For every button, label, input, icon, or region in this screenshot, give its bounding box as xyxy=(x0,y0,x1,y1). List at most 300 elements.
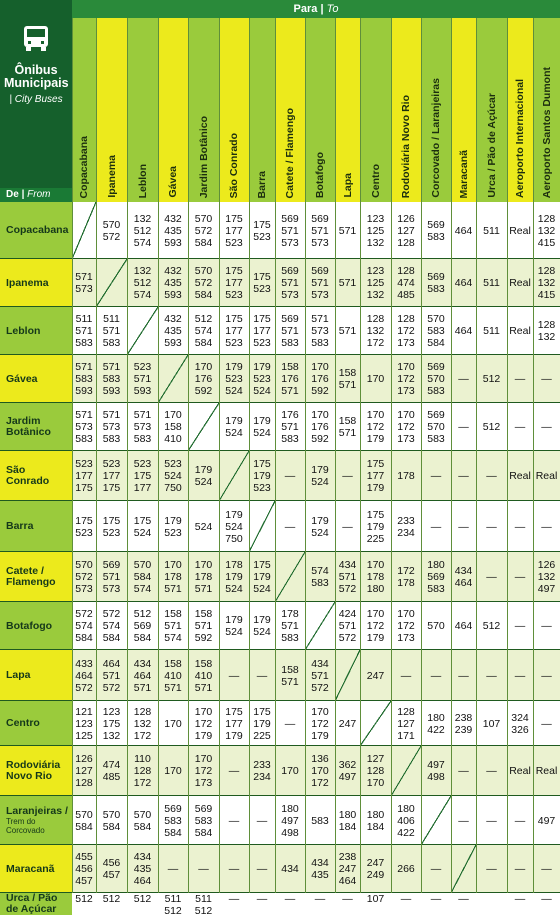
column-divider xyxy=(219,18,220,893)
route-cell: — xyxy=(275,893,305,905)
route-cell: 434 464 571 xyxy=(127,650,158,701)
column-divider xyxy=(72,18,73,893)
route-cell: 434 435 xyxy=(305,845,335,893)
diagonal-cell xyxy=(249,501,275,552)
route-cell: 175 523 xyxy=(96,501,127,552)
route-cell: 324 326 xyxy=(507,701,533,746)
row-header xyxy=(0,307,72,355)
route-cell: 126 127 128 xyxy=(391,202,421,259)
route-cell: 128 132 415 xyxy=(533,202,560,259)
route-cell: 175 523 xyxy=(249,259,275,307)
row-header xyxy=(0,451,72,501)
route-cell: 512 xyxy=(476,602,507,650)
route-cell: 456 457 xyxy=(96,845,127,893)
route-cell: 247 xyxy=(335,701,360,746)
route-cell: 179 524 xyxy=(219,403,249,451)
route-cell: 571 583 593 xyxy=(96,355,127,403)
column-header xyxy=(360,18,391,202)
column-divider xyxy=(305,18,306,893)
diagonal-cell xyxy=(275,552,305,602)
route-cell: 571 573 583 xyxy=(96,403,127,451)
diagonal-cell xyxy=(360,701,391,746)
column-divider xyxy=(507,18,508,893)
route-cell: — xyxy=(249,796,275,845)
diagonal-cell xyxy=(158,355,188,403)
route-cell: 570 584 xyxy=(96,796,127,845)
route-cell: 170 176 592 xyxy=(188,355,219,403)
diagonal-cell xyxy=(219,451,249,501)
route-cell: 569 583 584 xyxy=(188,796,219,845)
route-cell: Real xyxy=(507,202,533,259)
route-cell: — xyxy=(533,403,560,451)
diagonal-cell xyxy=(127,307,158,355)
route-cell: 570 584 xyxy=(72,796,96,845)
route-cell: 570 572 xyxy=(96,202,127,259)
route-cell: — xyxy=(451,796,476,845)
route-cell: — xyxy=(275,451,305,501)
route-cell: 511 xyxy=(476,307,507,355)
route-cell: 170 172 173 xyxy=(188,746,219,796)
route-cell: — xyxy=(507,845,533,893)
route-cell: 170 178 180 xyxy=(360,552,391,602)
route-cell: — xyxy=(507,893,533,905)
route-cell: — xyxy=(421,451,451,501)
route-cell: 175 177 523 xyxy=(219,307,249,355)
route-cell: 511 571 583 xyxy=(72,307,96,355)
row-header xyxy=(0,552,72,602)
route-cell: 175 179 524 xyxy=(249,552,275,602)
route-cell: 170 176 592 xyxy=(305,403,335,451)
table-title: Ônibus Municipais xyxy=(4,63,69,90)
route-cell: Real xyxy=(507,259,533,307)
route-cell: 170 178 571 xyxy=(158,552,188,602)
route-cell: — xyxy=(533,893,560,905)
route-cell: 434 571 572 xyxy=(335,552,360,602)
route-cell: Real xyxy=(507,746,533,796)
route-cell: 158 410 571 xyxy=(188,650,219,701)
diagonal-cell xyxy=(391,746,421,796)
column-header-label: Jardim Botânico xyxy=(197,115,210,198)
route-cell: 179 523 524 xyxy=(249,355,275,403)
column-divider xyxy=(188,18,189,893)
route-cell: 170 xyxy=(275,746,305,796)
column-divider xyxy=(335,18,336,893)
route-cell: 512 xyxy=(96,893,127,905)
column-divider xyxy=(421,18,422,893)
route-cell: — xyxy=(335,893,360,905)
route-cell: 497 498 xyxy=(421,746,451,796)
row-header-label: Maracanã xyxy=(6,862,55,875)
route-cell: 128 127 171 xyxy=(391,701,421,746)
from-label: De | From xyxy=(0,188,72,202)
route-cell: 170 158 410 xyxy=(158,403,188,451)
route-cell: 179 524 xyxy=(249,403,275,451)
route-cell: 175 524 xyxy=(127,501,158,552)
column-header xyxy=(391,18,421,202)
route-cell: 175 179 523 xyxy=(249,451,275,501)
row-header xyxy=(0,845,72,893)
route-cell: 569 571 573 xyxy=(275,202,305,259)
route-cell: 570 xyxy=(421,602,451,650)
route-cell: — xyxy=(507,501,533,552)
route-cell: 179 524 xyxy=(249,602,275,650)
column-header xyxy=(305,18,335,202)
route-cell: — xyxy=(451,451,476,501)
route-cell: 464 xyxy=(451,307,476,355)
to-header-bar: Para | To xyxy=(72,0,560,18)
column-header-label: Barra xyxy=(256,170,268,198)
route-cell: 434 435 464 xyxy=(127,845,158,893)
route-cell: 128 132 172 xyxy=(360,307,391,355)
route-cell: Real xyxy=(533,746,560,796)
route-cell: 123 175 132 xyxy=(96,701,127,746)
route-cell: — xyxy=(533,845,560,893)
column-header-label: Leblon xyxy=(136,163,149,198)
route-cell: — xyxy=(451,501,476,552)
route-cell: 569 571 573 xyxy=(275,259,305,307)
route-cell: 574 583 xyxy=(305,552,335,602)
route-cell: 179 524 xyxy=(305,501,335,552)
column-divider xyxy=(360,18,361,893)
route-cell: — xyxy=(421,893,451,905)
route-cell: 512 569 584 xyxy=(127,602,158,650)
route-cell: 158 176 571 xyxy=(275,355,305,403)
route-cell: — xyxy=(421,501,451,552)
corner-panel xyxy=(0,0,72,202)
route-cell: 158 571 xyxy=(275,650,305,701)
route-cell: 523 177 175 xyxy=(96,451,127,501)
table-subtitle: | City Buses xyxy=(9,94,63,105)
route-cell: 178 xyxy=(391,451,421,501)
route-cell: 362 497 xyxy=(335,746,360,796)
route-cell: 569 583 xyxy=(421,202,451,259)
route-cell: 511 512 xyxy=(158,893,188,917)
route-cell: 432 435 593 xyxy=(158,202,188,259)
row-header-label: Catete / Flamengo xyxy=(6,565,56,588)
column-header-label: São Conrado xyxy=(228,132,240,198)
route-cell: 179 524 xyxy=(188,451,219,501)
route-cell: 175 177 523 xyxy=(219,202,249,259)
route-cell: 455 456 457 xyxy=(72,845,96,893)
route-cell: 571 573 583 xyxy=(127,403,158,451)
route-cell: — xyxy=(533,355,560,403)
row-header xyxy=(0,403,72,451)
column-header xyxy=(451,18,476,202)
bus-icon xyxy=(22,24,50,52)
route-cell: — xyxy=(476,796,507,845)
row-header-label: Lapa xyxy=(6,669,31,681)
row-header-sublabel: Trem do Corcovado xyxy=(6,817,45,835)
row-header xyxy=(0,259,72,307)
route-cell: — xyxy=(249,650,275,701)
route-cell: 127 128 170 xyxy=(360,746,391,796)
route-cell: 511 571 583 xyxy=(96,307,127,355)
route-cell: 570 572 584 xyxy=(188,259,219,307)
column-header xyxy=(533,18,560,202)
diagonal-cell xyxy=(96,259,127,307)
route-cell: 432 435 593 xyxy=(158,259,188,307)
column-header xyxy=(72,18,96,202)
route-cell: 464 xyxy=(451,259,476,307)
row-header-label: Barra xyxy=(6,520,34,532)
row-header-label: Ipanema xyxy=(6,276,49,289)
row-header-label: Rodoviária Novo Rio xyxy=(6,759,61,782)
route-cell: 128 132 xyxy=(533,307,560,355)
route-cell: 158 571 592 xyxy=(188,602,219,650)
row-header xyxy=(0,501,72,552)
column-divider xyxy=(391,18,392,893)
column-divider xyxy=(533,18,534,893)
route-cell: 247 249 xyxy=(360,845,391,893)
route-cell: 511 xyxy=(476,202,507,259)
route-cell: 158 410 571 xyxy=(158,650,188,701)
route-cell: 434 xyxy=(275,845,305,893)
route-cell: 170 172 179 xyxy=(305,701,335,746)
route-cell: 170 172 179 xyxy=(360,403,391,451)
table-subtitle-text: City Buses xyxy=(14,94,63,105)
route-cell: — xyxy=(476,650,507,701)
route-cell: 523 175 177 xyxy=(127,451,158,501)
route-cell: 571 xyxy=(335,202,360,259)
route-cell: Real xyxy=(533,451,560,501)
column-header-label: Corcovado / Laranjeiras xyxy=(430,78,442,198)
column-header xyxy=(476,18,507,202)
route-cell: 571 573 xyxy=(72,259,96,307)
route-cell: — xyxy=(451,893,476,905)
column-header xyxy=(335,18,360,202)
route-cell: 123 125 132 xyxy=(360,259,391,307)
route-cell: 175 177 523 xyxy=(219,259,249,307)
route-cell: 233 234 xyxy=(249,746,275,796)
row-header-label: Laranjeiras / xyxy=(6,805,68,817)
route-cell: — xyxy=(507,602,533,650)
route-cell: — xyxy=(451,650,476,701)
route-cell: 136 170 172 xyxy=(305,746,335,796)
route-cell: 170 178 571 xyxy=(188,552,219,602)
route-cell: — xyxy=(219,796,249,845)
route-cell: 180 406 422 xyxy=(391,796,421,845)
route-cell: — xyxy=(335,451,360,501)
row-header-label: Centro xyxy=(6,717,40,729)
route-cell: 170 172 179 xyxy=(188,701,219,746)
column-header-label: Aeroporto Internacional xyxy=(514,78,526,198)
route-cell: 512 574 584 xyxy=(188,307,219,355)
route-cell: 569 570 583 xyxy=(421,403,451,451)
route-cell: — xyxy=(219,893,249,905)
route-cell: 170 176 592 xyxy=(305,355,335,403)
route-cell: 572 574 584 xyxy=(72,602,96,650)
route-cell: — xyxy=(507,355,533,403)
route-cell: — xyxy=(421,845,451,893)
column-header-label: Rodoviária Novo Rio xyxy=(400,94,412,198)
route-cell: — xyxy=(476,451,507,501)
column-header-label: Gávea xyxy=(167,166,179,198)
route-cell: 170 172 173 xyxy=(391,403,421,451)
route-cell: 128 132 415 xyxy=(533,259,560,307)
column-header xyxy=(421,18,451,202)
to-label: To xyxy=(326,3,339,15)
route-cell: — xyxy=(476,501,507,552)
route-cell: — xyxy=(158,845,188,893)
row-header-label: Botafogo xyxy=(6,619,53,632)
route-cell: 170 172 173 xyxy=(391,355,421,403)
row-header xyxy=(0,796,72,845)
route-cell: 170 xyxy=(360,355,391,403)
route-cell: 180 497 498 xyxy=(275,796,305,845)
route-cell: 178 571 583 xyxy=(275,602,305,650)
row-header-label: Gávea xyxy=(6,372,38,385)
route-cell: 569 583 584 xyxy=(158,796,188,845)
from-label-text: From xyxy=(27,189,51,200)
route-cell: 583 xyxy=(305,796,335,845)
route-cell: — xyxy=(476,845,507,893)
route-cell: 180 184 xyxy=(335,796,360,845)
route-cell: 569 571 573 xyxy=(96,552,127,602)
route-cell: 128 132 172 xyxy=(127,701,158,746)
diagonal-cell xyxy=(421,796,451,845)
de-label: De xyxy=(6,189,19,200)
route-cell: 512 xyxy=(127,893,158,905)
route-cell: — xyxy=(507,650,533,701)
column-header-label: Botafogo xyxy=(314,151,326,198)
diagonal-cell xyxy=(305,602,335,650)
route-cell: 128 172 173 xyxy=(391,307,421,355)
route-cell: — xyxy=(451,355,476,403)
column-header-label: Maracanã xyxy=(457,149,470,198)
route-cell: 433 464 572 xyxy=(72,650,96,701)
column-header xyxy=(188,18,219,202)
route-cell: 523 524 750 xyxy=(158,451,188,501)
route-cell: 132 512 574 xyxy=(127,202,158,259)
column-header xyxy=(507,18,533,202)
route-cell: — xyxy=(275,501,305,552)
route-cell: 569 571 583 xyxy=(275,307,305,355)
route-cell: 175 177 179 xyxy=(360,451,391,501)
route-cell: 180 569 583 xyxy=(421,552,451,602)
route-cell: 132 512 574 xyxy=(127,259,158,307)
route-cell: 474 485 xyxy=(96,746,127,796)
column-divider xyxy=(451,18,452,893)
row-header xyxy=(0,355,72,403)
route-cell: 512 xyxy=(72,893,96,905)
row-header-label: Jardim Botânico xyxy=(6,415,51,438)
route-cell: 107 xyxy=(360,893,391,905)
para-label: Para xyxy=(293,3,318,15)
row-header-label: São Conrado xyxy=(6,464,50,487)
column-divider xyxy=(127,18,128,893)
route-cell: — xyxy=(507,403,533,451)
route-cell: 170 xyxy=(158,701,188,746)
row-header xyxy=(0,893,72,915)
route-cell: 126 127 128 xyxy=(72,746,96,796)
route-cell: — xyxy=(476,552,507,602)
diagonal-cell xyxy=(451,845,476,893)
diagonal-cell xyxy=(72,202,96,259)
route-cell: 172 178 xyxy=(391,552,421,602)
route-cell: 511 512 xyxy=(188,893,219,917)
row-header xyxy=(0,202,72,259)
route-cell: 523 177 175 xyxy=(72,451,96,501)
route-cell: — xyxy=(451,403,476,451)
route-cell: 176 571 583 xyxy=(275,403,305,451)
route-cell: 569 570 583 xyxy=(421,355,451,403)
route-cell: 570 584 574 xyxy=(127,552,158,602)
route-cell: 432 435 593 xyxy=(158,307,188,355)
route-cell: — xyxy=(219,845,249,893)
column-header xyxy=(96,18,127,202)
route-cell: 570 572 584 xyxy=(188,202,219,259)
column-divider xyxy=(275,18,276,893)
route-cell: — xyxy=(533,650,560,701)
route-cell: 110 128 172 xyxy=(127,746,158,796)
route-cell: 170 xyxy=(158,746,188,796)
route-cell: 247 xyxy=(360,650,391,701)
route-cell: 569 583 xyxy=(421,259,451,307)
row-header xyxy=(0,701,72,746)
route-cell: 170 172 173 xyxy=(391,602,421,650)
route-cell: 175 179 225 xyxy=(360,501,391,552)
column-header xyxy=(158,18,188,202)
route-cell: — xyxy=(305,893,335,905)
route-cell: 571 573 583 xyxy=(72,403,96,451)
route-cell: — xyxy=(219,746,249,796)
route-cell: 266 xyxy=(391,845,421,893)
column-header-label: Ipanema xyxy=(105,155,118,198)
column-header xyxy=(127,18,158,202)
column-header-label: Centro xyxy=(369,164,382,198)
route-cell: 512 xyxy=(476,403,507,451)
column-header-label: Aeroporto Santos Dumont xyxy=(540,66,553,198)
route-cell: 238 239 xyxy=(451,701,476,746)
route-cell: 569 571 573 xyxy=(305,259,335,307)
route-cell: 571 xyxy=(335,307,360,355)
route-cell: 128 474 485 xyxy=(391,259,421,307)
route-cell: 175 177 179 xyxy=(219,701,249,746)
route-cell: 570 584 xyxy=(127,796,158,845)
route-cell: 158 571 574 xyxy=(158,602,188,650)
route-cell: 180 422 xyxy=(421,701,451,746)
route-cell: 464 xyxy=(451,602,476,650)
route-cell: — xyxy=(188,845,219,893)
route-cell: — xyxy=(391,650,421,701)
route-cell: 464 xyxy=(451,202,476,259)
route-cell: 175 523 xyxy=(249,202,275,259)
column-divider xyxy=(249,18,250,893)
column-header xyxy=(219,18,249,202)
route-cell: 179 523 xyxy=(158,501,188,552)
route-cell: 570 583 584 xyxy=(421,307,451,355)
route-cell: — xyxy=(335,501,360,552)
route-cell: 572 574 584 xyxy=(96,602,127,650)
route-cell: 524 xyxy=(188,501,219,552)
column-divider xyxy=(158,18,159,893)
route-cell: 180 184 xyxy=(360,796,391,845)
route-cell: 570 572 573 xyxy=(72,552,96,602)
route-cell: 179 524 xyxy=(305,451,335,501)
route-cell: 158 571 xyxy=(335,403,360,451)
route-cell: — xyxy=(476,746,507,796)
route-cell: 523 571 593 xyxy=(127,355,158,403)
route-cell: 233 234 xyxy=(391,501,421,552)
route-cell: 121 123 125 xyxy=(72,701,96,746)
column-header-label: Urca / Pão de Açúcar xyxy=(485,93,498,198)
column-header xyxy=(275,18,305,202)
route-cell: 178 179 524 xyxy=(219,552,249,602)
route-cell: — xyxy=(391,893,421,905)
route-cell: 571 583 593 xyxy=(72,355,96,403)
column-header-label: Lapa xyxy=(341,173,354,198)
column-header-label: Catete / Flamengo xyxy=(284,107,296,198)
